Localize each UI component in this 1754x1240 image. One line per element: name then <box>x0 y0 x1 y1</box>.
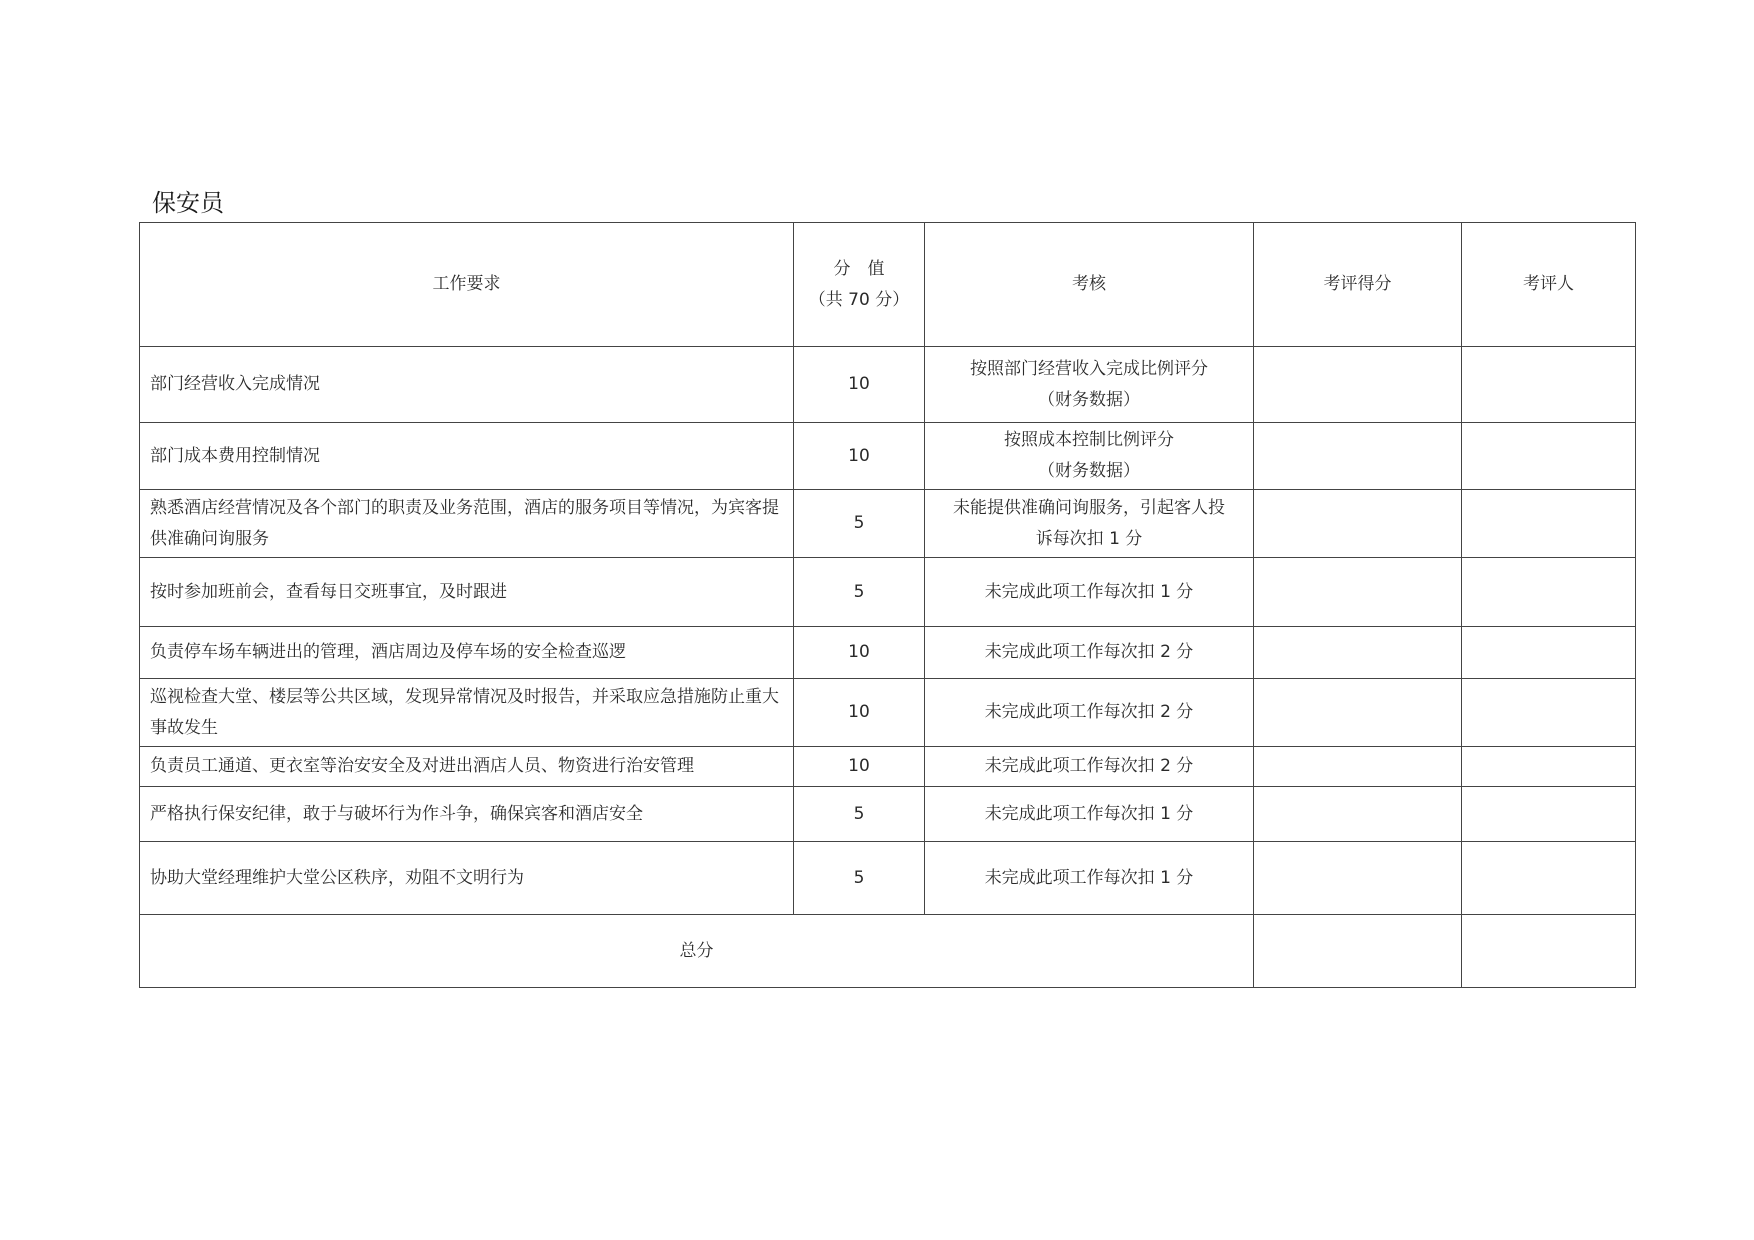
assessment-cell <box>925 490 1254 558</box>
header-score <box>794 223 925 347</box>
total-label: 总分 <box>140 915 1254 988</box>
header-requirement: 工作要求 <box>140 223 794 347</box>
evaluator-cell[interactable] <box>1462 490 1636 558</box>
requirement-cell: 部门成本费用控制情况 <box>140 423 794 490</box>
score-cell: 10 <box>794 747 925 787</box>
assessment-cell: 未完成此项工作每次扣 1 分 <box>925 842 1254 915</box>
score-cell: 10 <box>794 347 925 423</box>
evaluation-score-cell[interactable] <box>1254 490 1462 558</box>
header-row <box>140 223 1636 347</box>
table-row <box>140 627 1636 679</box>
assessment-cell: 未完成此项工作每次扣 2 分 <box>925 679 1254 747</box>
assessment-cell: 未完成此项工作每次扣 1 分 <box>925 558 1254 627</box>
assessment-line2: （财务数据） <box>1038 389 1140 410</box>
table-row <box>140 747 1636 787</box>
score-cell: 5 <box>794 787 925 842</box>
total-score-cell[interactable] <box>1254 915 1462 988</box>
requirement-cell: 严格执行保安纪律，敢于与破坏行为作斗争，确保宾客和酒店安全 <box>140 787 794 842</box>
assessment-line1: 按照部门经营收入完成比例评分 <box>970 358 1208 379</box>
header-evaluation-score: 考评得分 <box>1254 223 1462 347</box>
evaluator-cell[interactable] <box>1462 347 1636 423</box>
score-cell: 5 <box>794 842 925 915</box>
header-score-line2: （共 70 分） <box>808 289 910 310</box>
evaluation-score-cell[interactable] <box>1254 842 1462 915</box>
score-cell: 10 <box>794 679 925 747</box>
evaluator-cell[interactable] <box>1462 787 1636 842</box>
assessment-cell: 未完成此项工作每次扣 2 分 <box>925 747 1254 787</box>
table-row <box>140 423 1636 490</box>
requirement-cell: 巡视检查大堂、楼层等公共区域，发现异常情况及时报告，并采取应急措施防止重大事故发生 <box>140 679 794 747</box>
score-cell: 5 <box>794 558 925 627</box>
assessment-cell: 未完成此项工作每次扣 2 分 <box>925 627 1254 679</box>
evaluation-score-cell[interactable] <box>1254 347 1462 423</box>
evaluator-cell[interactable] <box>1462 747 1636 787</box>
assessment-line1: 按照成本控制比例评分 <box>1004 430 1174 450</box>
assessment-table <box>139 222 1636 988</box>
requirement-cell: 部门经营收入完成情况 <box>140 347 794 423</box>
header-score-line1: 分 值 <box>833 258 885 279</box>
table-row <box>140 679 1636 747</box>
evaluator-cell[interactable] <box>1462 558 1636 627</box>
header-assessment: 考核 <box>925 223 1254 347</box>
evaluation-score-cell[interactable] <box>1254 679 1462 747</box>
evaluation-score-cell[interactable] <box>1254 558 1462 627</box>
evaluator-cell[interactable] <box>1462 842 1636 915</box>
requirement-cell: 负责停车场车辆进出的管理，酒店周边及停车场的安全检查巡逻 <box>140 627 794 679</box>
requirement-cell: 熟悉酒店经营情况及各个部门的职责及业务范围，酒店的服务项目等情况，为宾客提供准确问询服务 <box>140 490 794 558</box>
table-row <box>140 787 1636 842</box>
score-cell: 5 <box>794 490 925 558</box>
table-row <box>140 558 1636 627</box>
assessment-cell <box>925 423 1254 490</box>
score-cell: 10 <box>794 627 925 679</box>
table-row <box>140 842 1636 915</box>
evaluation-score-cell[interactable] <box>1254 747 1462 787</box>
assessment-cell <box>925 347 1254 423</box>
evaluation-score-cell[interactable] <box>1254 787 1462 842</box>
assessment-line2: 诉每次扣 1 分 <box>1035 528 1143 549</box>
total-row <box>140 915 1636 988</box>
assessment-line1: 未能提供准确问询服务，引起客人投 <box>953 497 1225 518</box>
header-evaluator: 考评人 <box>1462 223 1636 347</box>
evaluator-cell[interactable] <box>1462 679 1636 747</box>
evaluator-cell[interactable] <box>1462 627 1636 679</box>
table-row <box>140 490 1636 558</box>
requirement-cell: 按时参加班前会，查看每日交班事宜，及时跟进 <box>140 558 794 627</box>
page-title: 保安员 <box>152 189 224 217</box>
score-cell: 10 <box>794 423 925 490</box>
requirement-cell: 负责员工通道、更衣室等治安安全及对进出酒店人员、物资进行治安管理 <box>140 747 794 787</box>
evaluator-cell[interactable] <box>1462 423 1636 490</box>
table-row <box>140 347 1636 423</box>
total-evaluator-cell[interactable] <box>1462 915 1636 988</box>
assessment-line2: （财务数据） <box>1038 461 1140 481</box>
requirement-cell: 协助大堂经理维护大堂公区秩序，劝阻不文明行为 <box>140 842 794 915</box>
assessment-cell: 未完成此项工作每次扣 1 分 <box>925 787 1254 842</box>
evaluation-score-cell[interactable] <box>1254 423 1462 490</box>
evaluation-score-cell[interactable] <box>1254 627 1462 679</box>
